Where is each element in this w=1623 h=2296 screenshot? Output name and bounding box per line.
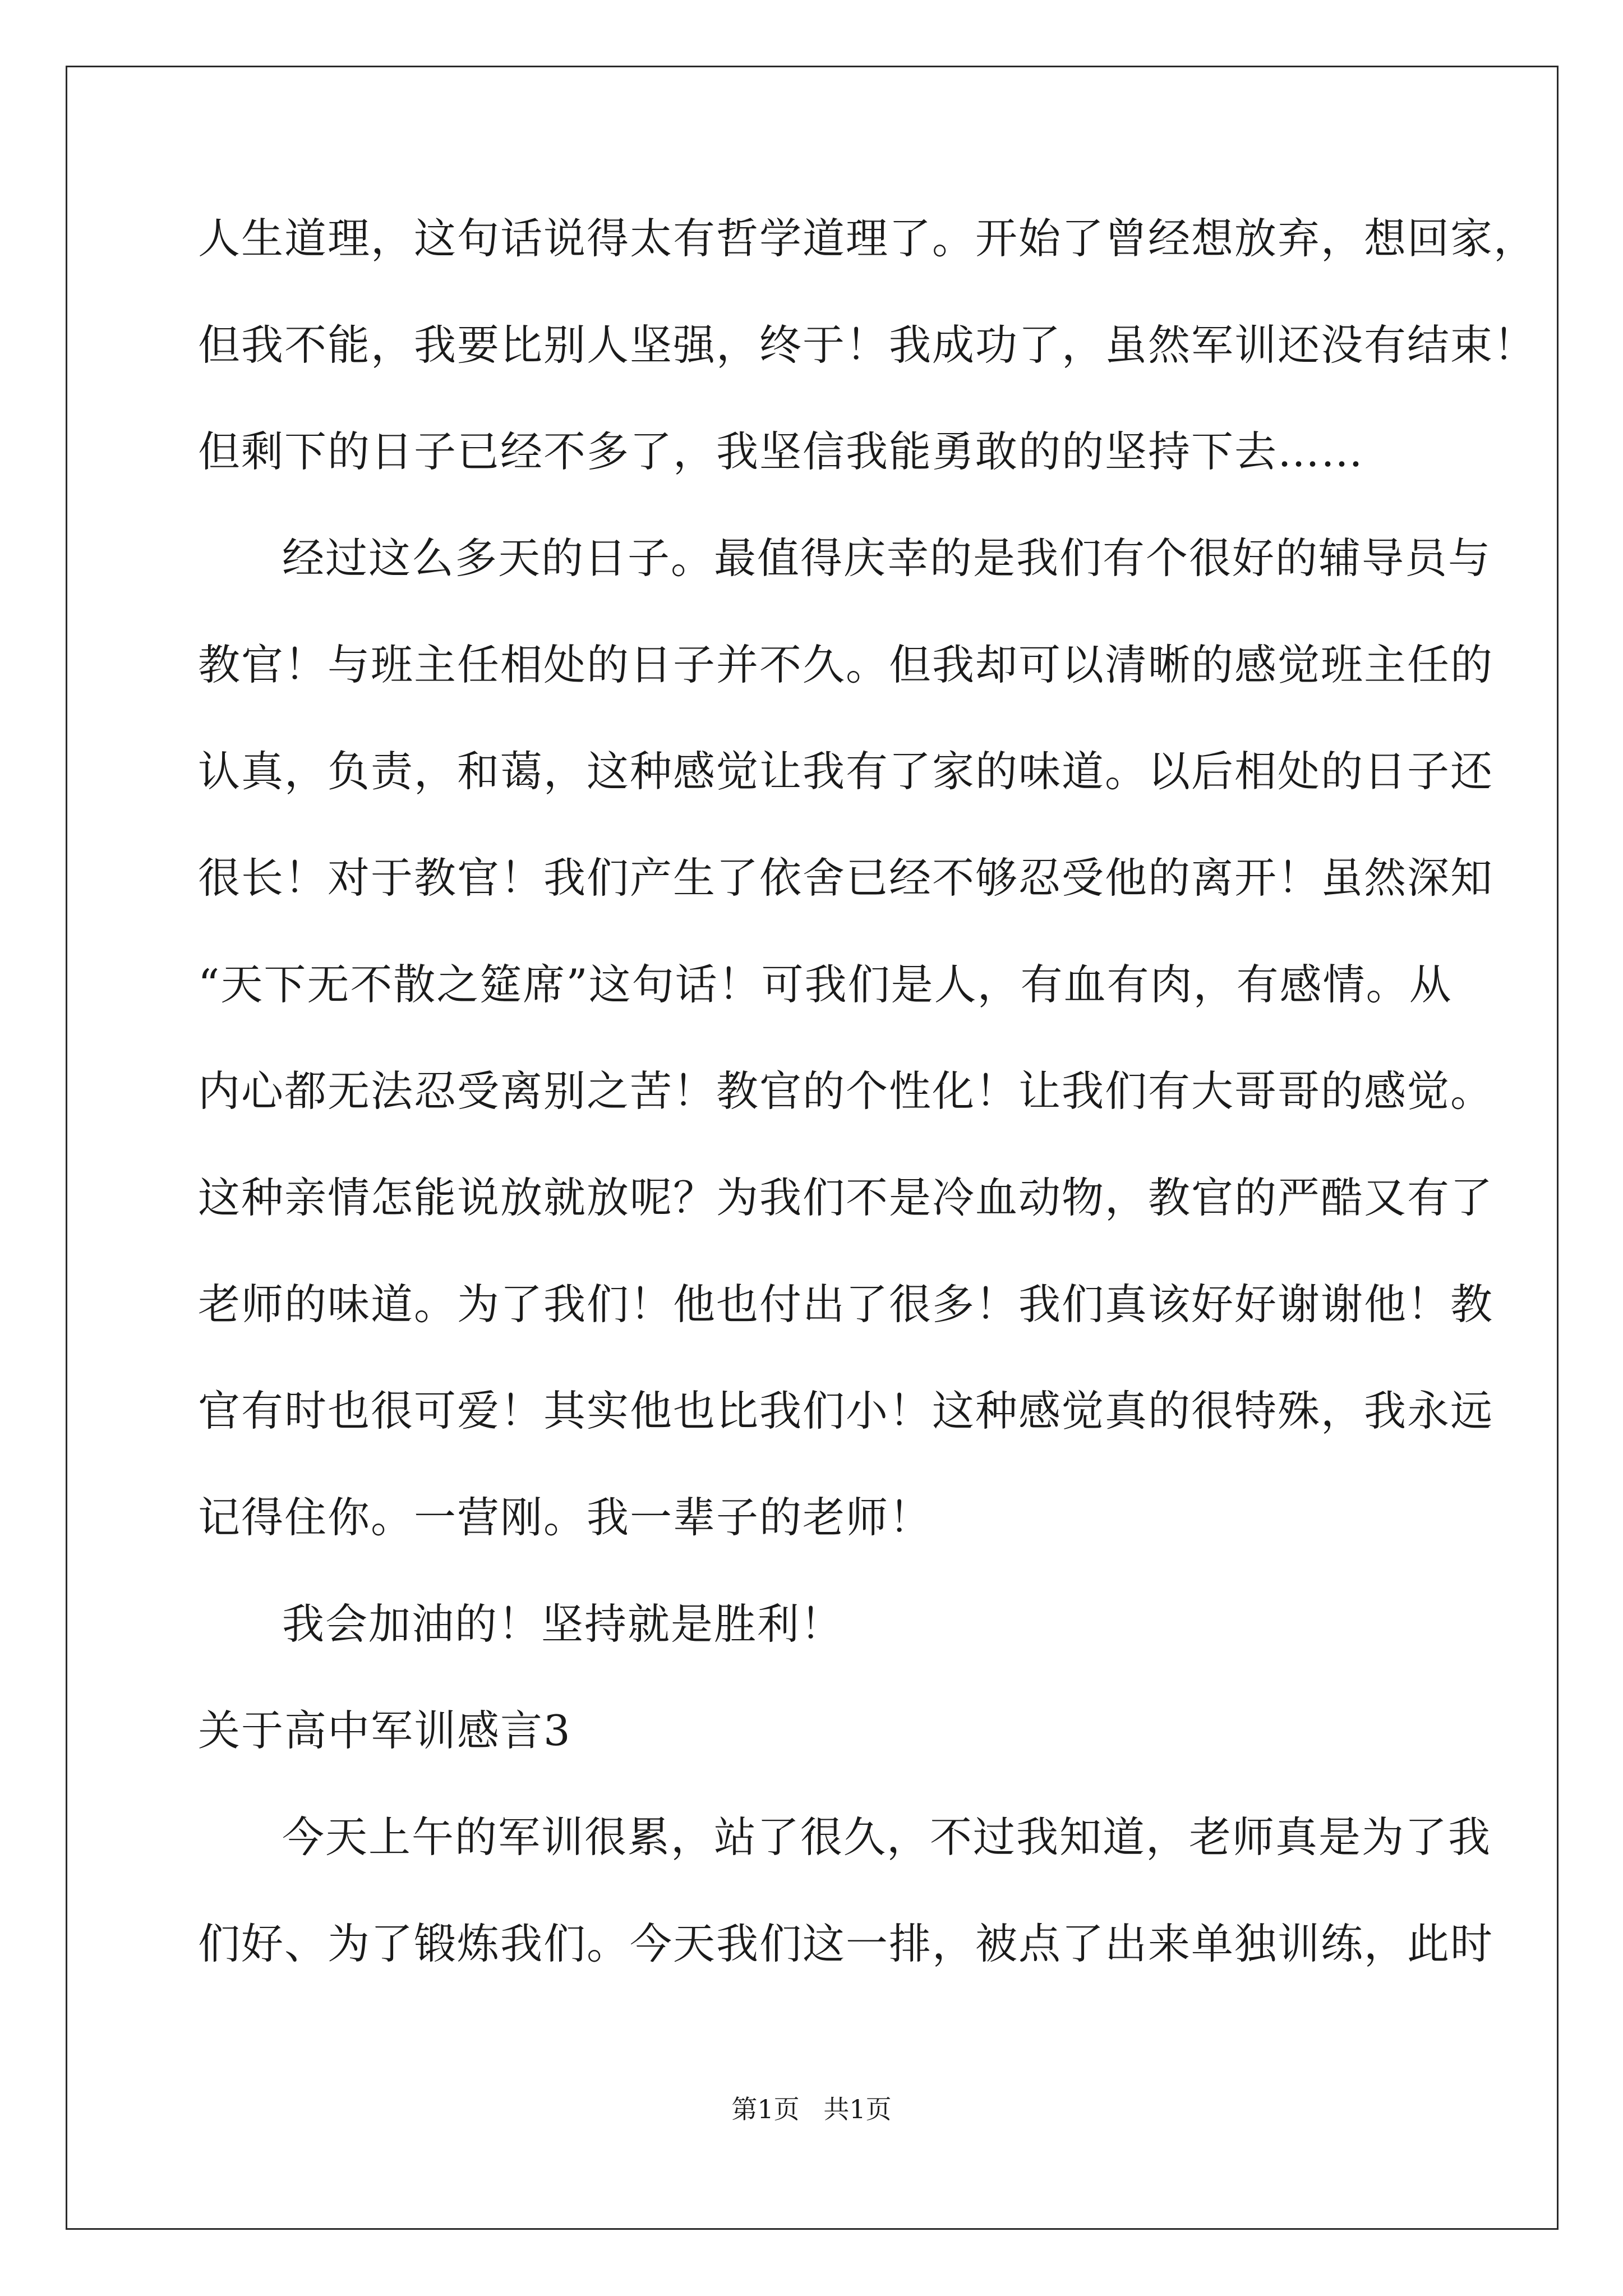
section-heading: 关于高中军训感言3 bbox=[198, 1706, 571, 1755]
text-line: 很长！对于教官！我们产生了依舍已经不够忍受他的离开！虽然深知 bbox=[198, 853, 1494, 903]
text-line: 内心都无法忍受离别之苦！教官的个性化！让我们有大哥哥的感觉。 bbox=[198, 1066, 1494, 1116]
paragraph-start-line: 经过这么多天的日子。最值得庆幸的是我们有个很好的辅导员与 bbox=[282, 533, 1492, 583]
text-line: 们好、为了锻炼我们。今天我们这一排，被点了出来单独训练，此时 bbox=[198, 1919, 1494, 1968]
page-border bbox=[66, 66, 1559, 2230]
text-line: 人生道理，这句话说得太有哲学道理了。开始了曾经想放弃，想回家， bbox=[198, 214, 1537, 263]
page-footer bbox=[0, 2092, 1623, 2126]
text-line: 教官！与班主任相处的日子并不久。但我却可以清晰的感觉班主任的 bbox=[198, 640, 1494, 689]
total-page-count: 共1页 bbox=[823, 2094, 892, 2124]
text-line: 认真，负责，和蔼，这种感觉让我有了家的味道。以后相处的日子还 bbox=[198, 747, 1494, 796]
text-line: 但我不能，我要比别人坚强，终于！我成功了，虽然军训还没有结束！ bbox=[198, 320, 1537, 370]
text-line: “天下无不散之筵席”这句话！可我们是人，有血有肉，有感情。从 bbox=[198, 960, 1453, 1009]
text-line: 记得住你。一营刚。我一辈子的老师！ bbox=[198, 1493, 933, 1542]
text-line: 这种亲情怎能说放就放呢？为我们不是冷血动物，教官的严酷又有了 bbox=[198, 1173, 1494, 1222]
paragraph-start-line: 今天上午的军训很累，站了很久，不过我知道，老师真是为了我 bbox=[282, 1812, 1492, 1862]
current-page-number: 第1页 bbox=[731, 2094, 800, 2124]
text-line: 官有时也很可爱！其实他也比我们小！这种感觉真的很特殊，我永远 bbox=[198, 1386, 1494, 1435]
text-line: 老师的味道。为了我们！他也付出了很多！我们真该好好谢谢他！教 bbox=[198, 1280, 1494, 1329]
text-line: 但剩下的日子已经不多了，我坚信我能勇敢的的坚持下去…… bbox=[198, 427, 1364, 476]
paragraph-start-line: 我会加油的！坚持就是胜利！ bbox=[282, 1599, 844, 1649]
